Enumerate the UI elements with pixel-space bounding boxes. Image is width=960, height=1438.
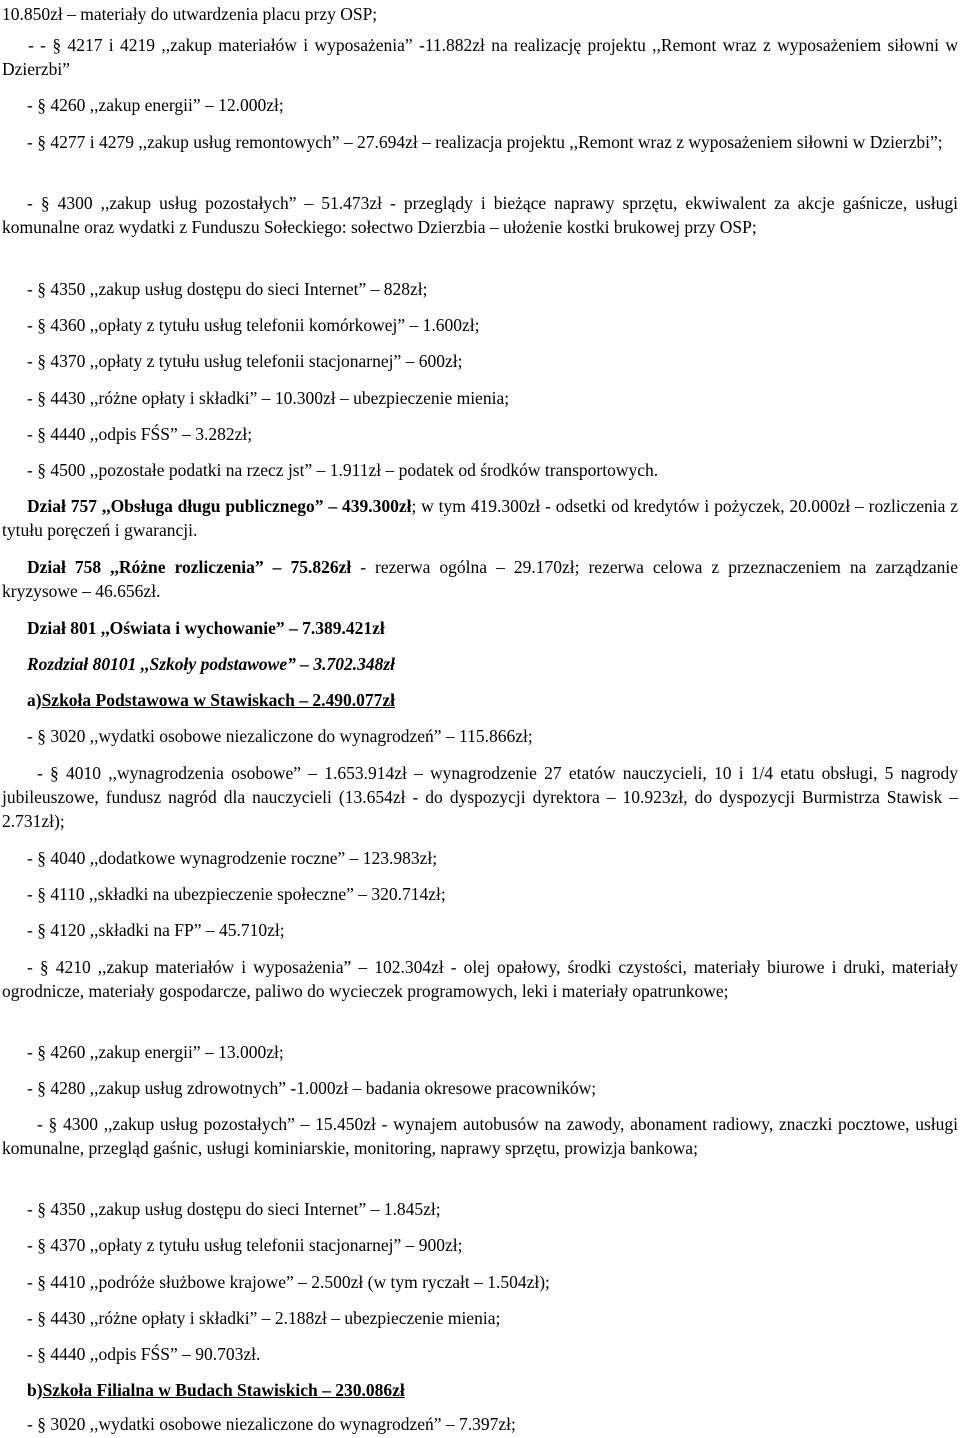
budget-line: 10.850zł – materiały do utwardzenia placu przy OSP; <box>2 4 378 24</box>
section-text: ; w tym 419.300zł - odsetki od kredytów i pożyczek, 20.000zł – rozliczenia z tytułu poręczeń i gwarancji. <box>2 496 958 540</box>
budget-line: - § 4260 ,,zakup energii” – 13.000zł; <box>27 1042 284 1062</box>
school-heading-prefix: b) <box>27 1380 43 1400</box>
budget-line: - § 4040 ,,dodatkowe wynagrodzenie roczne” – 123.983zł; <box>27 848 438 868</box>
section-heading: Dział 758 ,,Różne rozliczenia” – 75.826zł <box>27 557 352 577</box>
school-heading-title: Szkoła Filialna w Budach Stawiskich – 230.086zł <box>42 1380 405 1400</box>
budget-paragraph: - § 4210 ,,zakup materiałów i wyposażenia” – 102.304zł - olej opałowy, środki czystości, materiały biurowe i druki, materiały ogrodnicze, materiały gospodarcze, paliwo do wycieczek programowych, leki i materiały opatrunkowe; <box>2 957 958 1001</box>
budget-line: - § 4370 ,,opłaty z tytułu usług telefonii stacjonarnej” – 900zł; <box>27 1235 463 1255</box>
budget-line: - § 4120 ,,składki na FP” – 45.710zł; <box>27 920 285 940</box>
budget-paragraph: - § 4010 ,,wynagrodzenia osobowe” – 1.653.914zł – wynagrodzenie 27 etatów nauczycieli, 10 i 1/4 etatu obsługi, 5 nagrody jubileuszowe, fundusz nagród dla nauczycieli (13.654zł - do dyspozycji dyrektora – 10.923zł, do dyspozycji Burmistrza Stawisk – 2.731zł); <box>2 763 958 831</box>
budget-line: - § 4280 ,,zakup usług zdrowotnych” -1.000zł – badania okresowe pracowników; <box>27 1078 597 1098</box>
school-heading <box>27 1378 958 1402</box>
budget-line: - § 4430 ,,różne opłaty i składki” – 10.300zł – ubezpieczenie mienia; <box>27 388 510 408</box>
school-heading <box>27 688 958 712</box>
section-heading-dzial-801: Dział 801 ,,Oświata i wychowanie” – 7.389.421zł <box>27 618 385 638</box>
budget-line: - § 4260 ,,zakup energii” – 12.000zł; <box>27 95 284 115</box>
section-heading: Dział 757 ,,Obsługa długu publicznego” – 439.300zł <box>27 496 412 516</box>
school-heading-title: Szkoła Podstawowa w Stawiskach – 2.490.077zł <box>41 690 396 710</box>
section-dzial-758 <box>2 555 958 603</box>
budget-line: - § 4350 ,,zakup usług dostępu do sieci Internet” – 1.845zł; <box>27 1199 441 1219</box>
budget-line: - § 4410 ,,podróże służbowe krajowe” – 2.500zł (w tym ryczałt – 1.504zł); <box>27 1272 550 1292</box>
budget-paragraph: - § 4300 ,,zakup usług pozostałych” – 15.450zł - wynajem autobusów na zawody, abonament radiowy, znaczki pocztowe, usługi komunalne, przegląd gaśnic, usługi kominiarskie, monitoring, naprawy sprzętu, prowizja bankowa; <box>2 1114 958 1158</box>
budget-line: - § 4430 ,,różne opłaty i składki” – 2.188zł – ubezpieczenie mienia; <box>27 1308 501 1328</box>
budget-paragraph: - - § 4217 i 4219 ,,zakup materiałów i wyposażenia” -11.882zł na realizację projektu ,,Remont wraz z wyposażeniem siłowni w Dzierzbi” <box>2 35 958 79</box>
budget-line: - § 3020 ,,wydatki osobowe niezaliczone do wynagrodzeń” – 115.866zł; <box>27 726 533 746</box>
school-heading-prefix: a) <box>27 690 42 710</box>
budget-line: - § 4440 ,,odpis FŚS” – 90.703zł. <box>27 1344 261 1364</box>
subsection-heading: Rozdział 80101 ,,Szkoły podstawowe” – 3.702.348zł <box>27 654 396 674</box>
budget-line: - § 4350 ,,zakup usług dostępu do sieci Internet” – 828zł; <box>27 279 428 299</box>
budget-line: - § 4370 ,,opłaty z tytułu usług telefonii stacjonarnej” – 600zł; <box>27 351 463 371</box>
section-text: - rezerwa ogólna – 29.170zł; rezerwa celowa z przeznaczeniem na zarządzanie kryzysowe – 46.656zł. <box>2 557 958 601</box>
budget-line: - § 4360 ,,opłaty z tytułu usług telefonii komórkowej” – 1.600zł; <box>27 315 480 335</box>
section-dzial-757 <box>2 494 958 542</box>
budget-paragraph: - § 4300 ,,zakup usług pozostałych” – 51.473zł - przeglądy i bieżące naprawy sprzętu, ekwiwalent za akcje gaśnicze, usługi komunalne oraz wydatki z Funduszu Sołeckiego: sołectwo Dzierzbia – ułożenie kostki brukowej przy OSP; <box>2 193 958 237</box>
budget-line: - § 4440 ,,odpis FŚS” – 3.282zł; <box>27 424 253 444</box>
budget-line: - § 3020 ,,wydatki osobowe niezaliczone do wynagrodzeń” – 7.397zł; <box>27 1414 516 1434</box>
budget-line: - § 4500 ,,pozostałe podatki na rzecz jst” – 1.911zł – podatek od środków transportowych. <box>27 460 659 480</box>
budget-line: - § 4110 ,,składki na ubezpieczenie społeczne” – 320.714zł; <box>27 884 446 904</box>
budget-paragraph: - § 4277 i 4279 ,,zakup usług remontowych” – 27.694zł – realizacja projektu ,,Remont wraz z wyposażeniem siłowni w Dzierzbi”; <box>27 132 943 152</box>
